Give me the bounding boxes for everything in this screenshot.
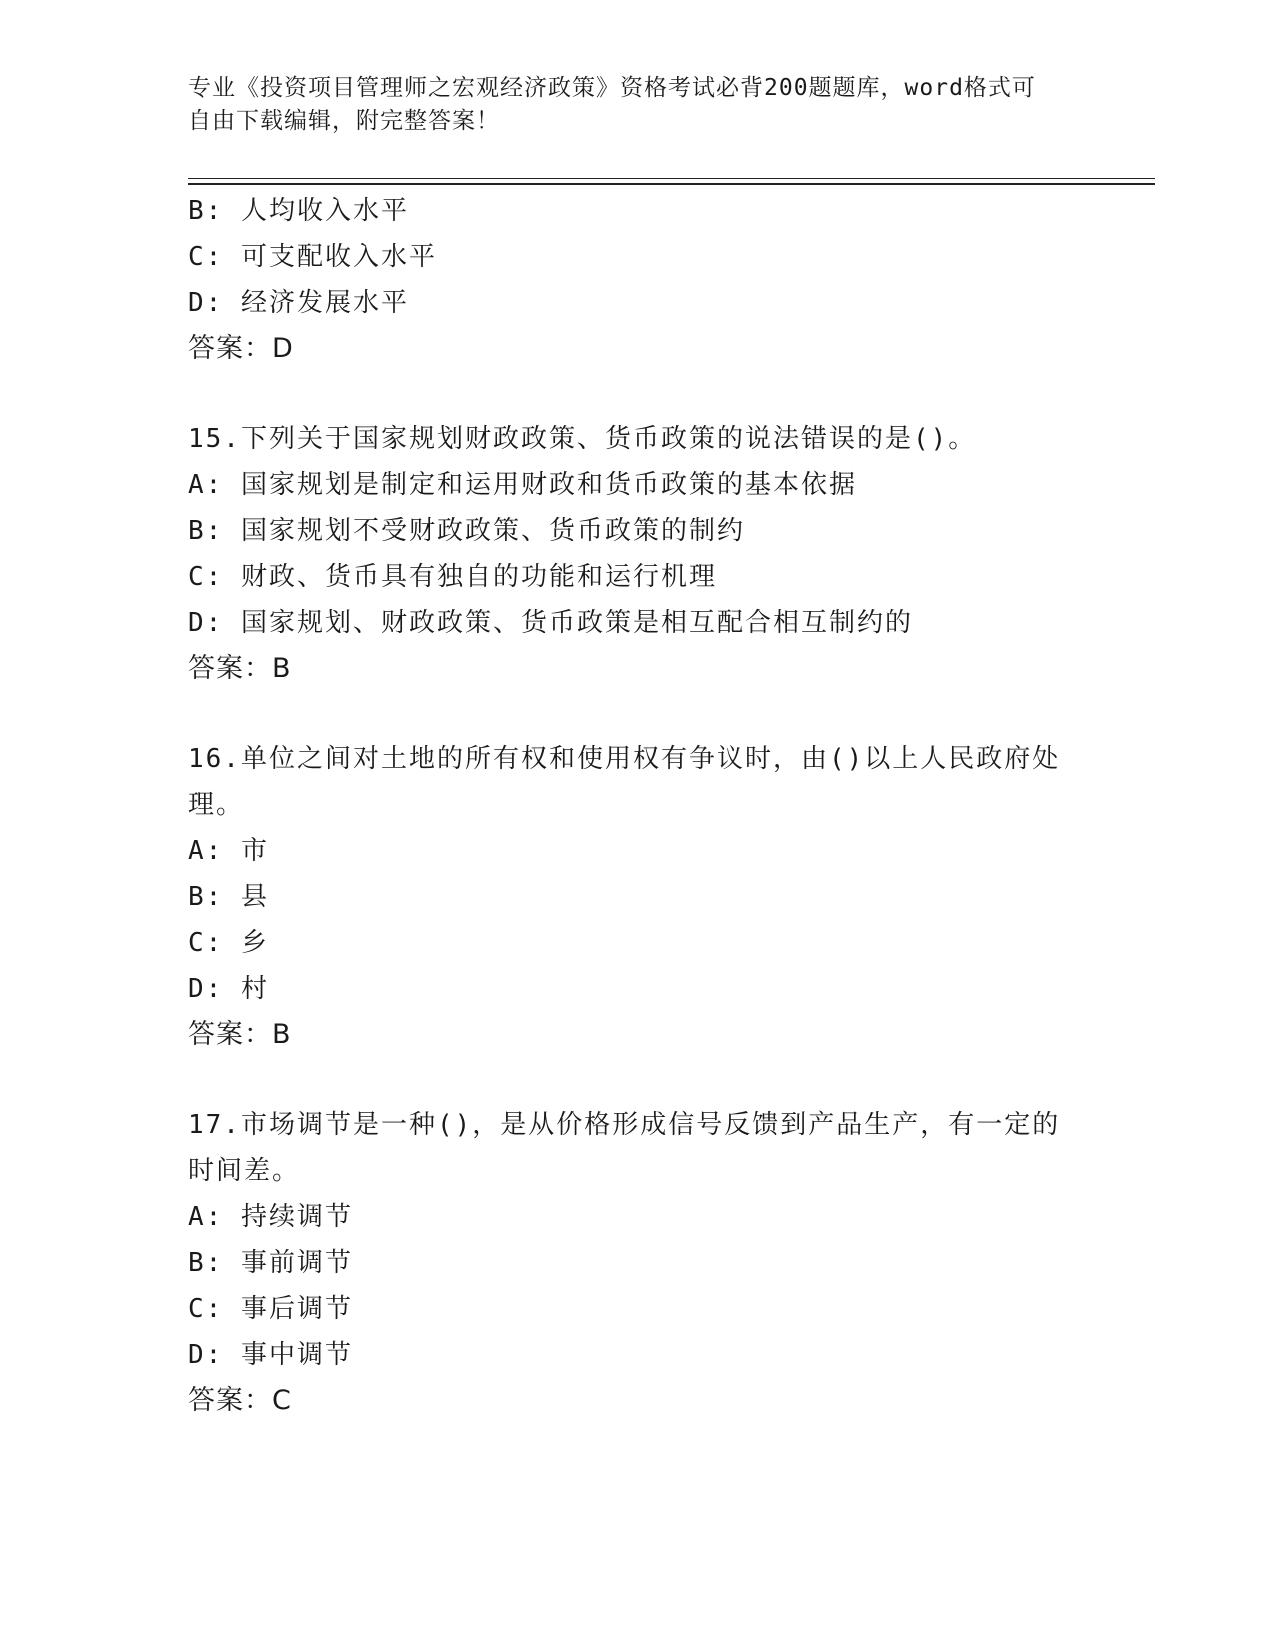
question-text-continued: 理。 (188, 790, 245, 820)
answer-line: 答案：D (188, 333, 294, 364)
option-d: D: 事中调节 (188, 1340, 353, 1370)
option-a: A: 持续调节 (188, 1202, 353, 1232)
header-line-1: 专业《投资项目管理师之宏观经济政策》资格考试必背200题题库，word格式可 (188, 75, 1036, 101)
option-d: D: 国家规划、财政政策、货币政策是相互配合相互制约的 (188, 608, 913, 638)
header-rule-thick (188, 183, 1155, 185)
option-b: B: 国家规划不受财政政策、货币政策的制约 (188, 516, 745, 546)
option-a: A: 市 (188, 836, 269, 866)
question-block-16 (188, 736, 1088, 1058)
option-a: A: 国家规划是制定和运用财政和货币政策的基本依据 (188, 470, 857, 500)
option-c: C: 乡 (188, 928, 269, 958)
header-rule-thin (188, 178, 1155, 179)
spacer (188, 1058, 1088, 1102)
document-header (188, 72, 1068, 138)
spacer (188, 372, 1088, 416)
option-c: C: 可支配收入水平 (188, 242, 437, 272)
answer-line: 答案：C (188, 1385, 292, 1416)
answer-line: 答案：B (188, 1019, 292, 1050)
option-b: B: 人均收入水平 (188, 196, 409, 226)
option-b: B: 县 (188, 882, 269, 912)
question-block-15 (188, 416, 1088, 692)
question-text: 17.市场调节是一种()，是从价格形成信号反馈到产品生产，有一定的 (188, 1110, 1061, 1140)
answer-line: 答案：B (188, 653, 292, 684)
option-c: C: 财政、货币具有独自的功能和运行机理 (188, 562, 717, 592)
question-block-14 (188, 188, 1088, 372)
question-text: 15.下列关于国家规划财政政策、货币政策的说法错误的是()。 (188, 424, 977, 454)
question-text-continued: 时间差。 (188, 1156, 301, 1186)
question-block-17 (188, 1102, 1088, 1424)
question-list (188, 188, 1088, 1424)
option-b: B: 事前调节 (188, 1248, 353, 1278)
spacer (188, 692, 1088, 736)
option-c: C: 事后调节 (188, 1294, 353, 1324)
header-line-2: 自由下载编辑，附完整答案！ (188, 108, 500, 134)
option-d: D: 村 (188, 974, 269, 1004)
question-text: 16.单位之间对土地的所有权和使用权有争议时，由()以上人民政府处 (188, 744, 1061, 774)
option-d: D: 经济发展水平 (188, 288, 409, 318)
